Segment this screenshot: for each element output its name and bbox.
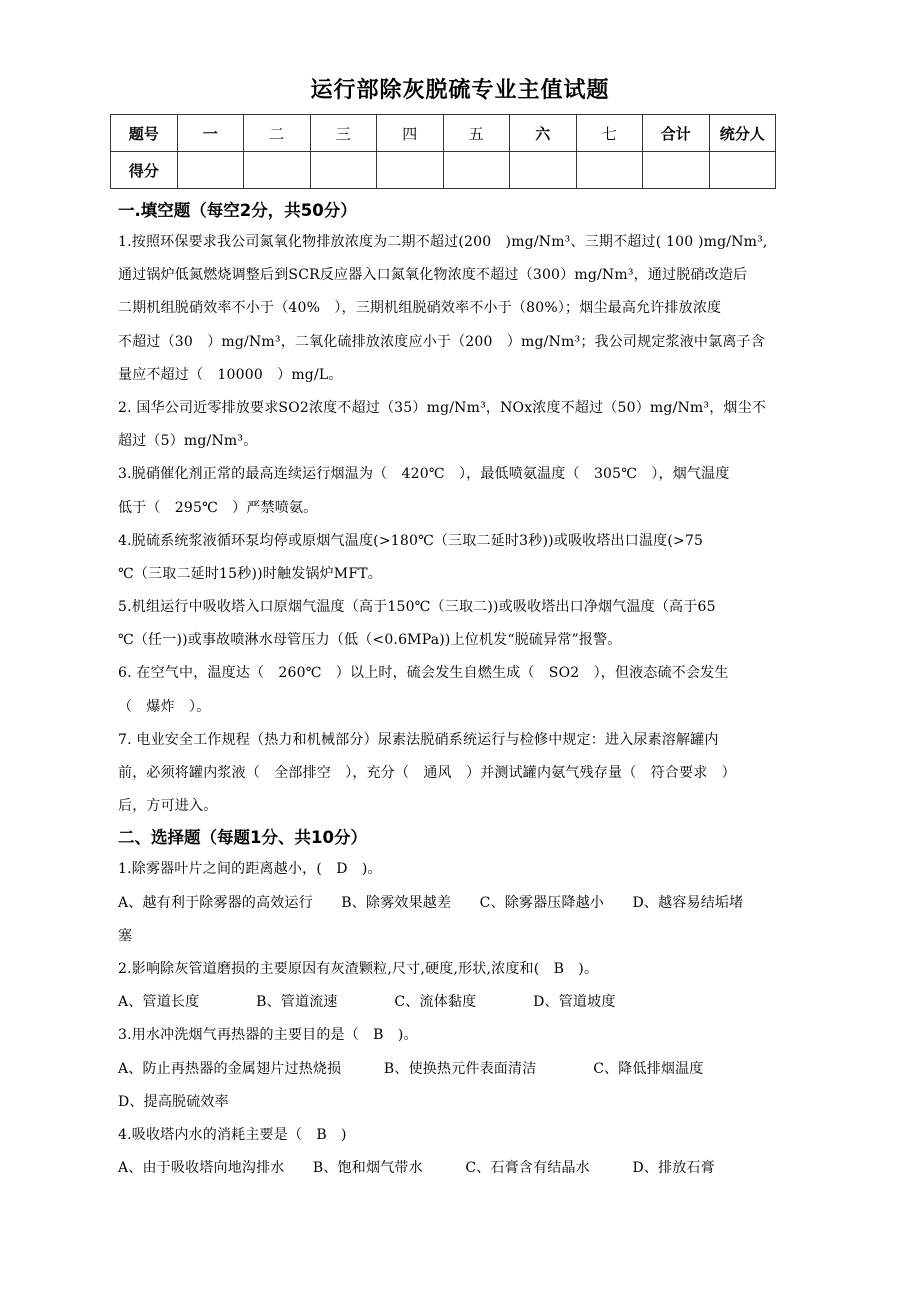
score-table bbox=[110, 114, 776, 189]
header-cell: 三 bbox=[310, 115, 377, 152]
text-line: 低于（ 295℃ ）严禁喷氨。 bbox=[118, 499, 318, 516]
options-line: A、越有利于除雾器的高效运行 B、除雾效果越差 C、除雾器压降越小 D、越容易结垢堵 bbox=[118, 894, 744, 911]
score-cell bbox=[177, 152, 244, 189]
text-line: 二期机组脱硝效率不小于（40% ），三期机组脱硝效率不小于（80%）；烟尘最高允许排放浓度 bbox=[118, 300, 722, 317]
header-cell: 题号 bbox=[111, 115, 178, 152]
options-line: A、管道长度 B、管道流速 C、流体黏度 D、管道坡度 bbox=[118, 994, 616, 1011]
header-cell: 四 bbox=[377, 115, 444, 152]
score-cell bbox=[310, 152, 377, 189]
header-cell: 一 bbox=[177, 115, 244, 152]
score-cell bbox=[244, 152, 311, 189]
section-heading-multiple-choice: 二、选择题（每题1分、共10分） bbox=[118, 828, 367, 848]
score-cell bbox=[643, 152, 710, 189]
header-cell: 统分人 bbox=[709, 115, 776, 152]
header-cell: 合计 bbox=[643, 115, 710, 152]
text-line: 后，方可进入。 bbox=[118, 798, 218, 815]
question-line: 4.吸收塔内水的消耗主要是（ B ) bbox=[118, 1126, 347, 1143]
question-line: 1.除雾器叶片之间的距离越小，( D )。 bbox=[118, 861, 382, 878]
score-cell bbox=[377, 152, 444, 189]
score-table-score-row bbox=[111, 152, 776, 189]
score-table-header-row bbox=[111, 115, 776, 152]
text-line: 4.脱硫系统浆液循环泵均停或原烟气温度(>180℃（三取二延时3秒))或吸收塔出口温度(>75 bbox=[118, 532, 704, 549]
header-cell: 五 bbox=[443, 115, 510, 152]
text-line: 3.脱硝催化剂正常的最高连续运行烟温为（ 420℃ ），最低喷氨温度（ 305℃ ），烟气温度 bbox=[118, 466, 730, 483]
header-cell: 六 bbox=[510, 115, 577, 152]
text-line: 1.按照环保要求我公司氮氧化物排放浓度为二期不超过(200 )mg/Nm³、三期不超过( 100 )mg/Nm³, bbox=[118, 234, 768, 250]
header-cell: 二 bbox=[244, 115, 311, 152]
score-cell bbox=[443, 152, 510, 189]
score-label-cell: 得分 bbox=[111, 152, 178, 189]
text-line: 5.机组运行中吸收塔入口原烟气温度（高于150℃（三取二))或吸收塔出口净烟气温度（高于65 bbox=[118, 599, 716, 616]
text-line: 通过锅炉低氮燃烧调整后到SCR反应器入口氮氧化物浓度不超过（300）mg/Nm³，通过脱硝改造后 bbox=[118, 267, 748, 284]
text-line: 6. 在空气中，温度达（ 260℃ ）以上时，硫会发生自燃生成（ SO2 ），但液态硫不会发生 bbox=[118, 665, 729, 682]
options-line: D、提高脱硫效率 bbox=[118, 1093, 229, 1110]
score-cell bbox=[576, 152, 643, 189]
options-line: 塞 bbox=[118, 927, 133, 944]
question-line: 3.用水冲洗烟气再热器的主要目的是（ B )。 bbox=[118, 1027, 418, 1044]
page-title: 运行部除灰脱硫专业主值试题 bbox=[310, 78, 610, 103]
text-line: 2. 国华公司近零排放要求SO2浓度不超过（35）mg/Nm³，NOx浓度不超过（50）mg/Nm³，烟尘不 bbox=[118, 399, 767, 416]
exam-content bbox=[118, 196, 808, 1185]
text-line: 量应不超过（ 10000 ）mg/L。 bbox=[118, 366, 343, 383]
text-line: ℃（三取二延时15秒))时触发锅炉MFT。 bbox=[118, 565, 382, 582]
score-cell bbox=[510, 152, 577, 189]
text-line: 前，必须将罐内浆液（ 全部排空 ），充分（ 通风 ）并测试罐内氨气残存量（ 符合要求 ） bbox=[118, 765, 736, 781]
text-line: ℃（任一))或事故喷淋水母管压力（低（<0.6MPa))上位机发“脱硫异常”报警。 bbox=[118, 632, 622, 649]
text-line: （ 爆炸 ）。 bbox=[118, 698, 211, 715]
header-cell: 七 bbox=[576, 115, 643, 152]
question-line: 2.影响除灰管道磨损的主要原因有灰渣颗粒,尺寸,硬度,形状,浓度和( B )。 bbox=[118, 960, 599, 977]
text-line: 不超过（30 ）mg/Nm³，二氧化硫排放浓度应小于（200 ）mg/Nm³；我公司规定浆液中氯离子含 bbox=[118, 333, 765, 350]
section-heading-fill-blank: 一.填空题（每空2分，共50分） bbox=[118, 201, 357, 220]
options-line: A、由于吸收塔向地沟排水 B、饱和烟气带水 C、石膏含有结晶水 D、排放石膏 bbox=[118, 1160, 715, 1177]
score-cell bbox=[709, 152, 776, 189]
text-line: 7. 电业安全工作规程（热力和机械部分）尿素法脱硝系统运行与检修中规定：进入尿素溶解罐内 bbox=[118, 731, 719, 748]
options-line: A、防止再热器的金属翅片过热烧损 B、使换热元件表面清洁 C、降低排烟温度 bbox=[118, 1060, 704, 1077]
text-line: 超过（5）mg/Nm³。 bbox=[118, 433, 258, 450]
